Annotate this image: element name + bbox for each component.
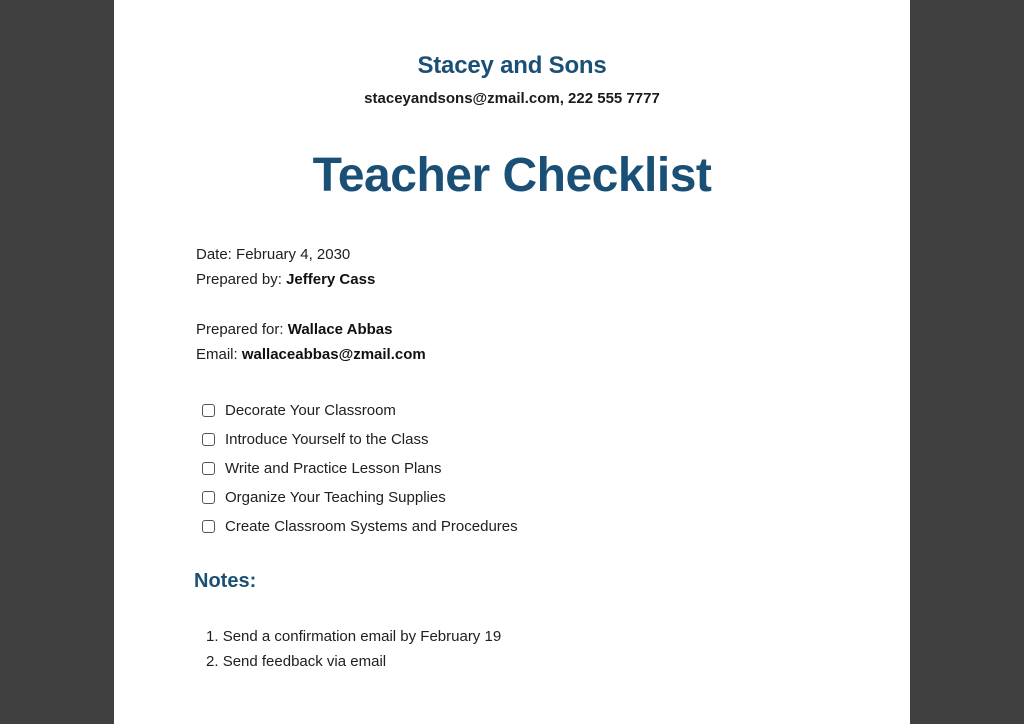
notes-item-number: 2. xyxy=(206,653,219,670)
notes-item-text: Send feedback via email xyxy=(222,653,387,670)
checklist-item-label: Organize Your Teaching Supplies xyxy=(225,489,446,506)
notes-list xyxy=(206,624,501,674)
notes-heading: Notes: xyxy=(194,570,257,592)
checklist-item-label: Decorate Your Classroom xyxy=(225,402,396,419)
checklist-item-label: Write and Practice Lesson Plans xyxy=(225,460,442,477)
notes-item xyxy=(206,649,501,674)
checklist-item[interactable] xyxy=(202,483,518,512)
checklist-item[interactable] xyxy=(202,396,518,425)
checkbox[interactable] xyxy=(202,491,215,504)
document-page xyxy=(114,0,910,724)
checkbox[interactable] xyxy=(202,462,215,475)
checklist-item[interactable] xyxy=(202,454,518,483)
notes-item-number: 1. xyxy=(206,628,219,645)
meta-prepared-for xyxy=(196,317,392,342)
checklist-item[interactable] xyxy=(202,512,518,541)
meta-prepared-for-label: Prepared for: xyxy=(196,321,284,338)
document-title: Teacher Checklist xyxy=(312,149,712,202)
meta-prepared-by xyxy=(196,267,375,292)
meta-date-value: February 4, 2030 xyxy=(236,246,351,263)
checkbox[interactable] xyxy=(202,433,215,446)
notes-item xyxy=(206,624,501,649)
checkbox[interactable] xyxy=(202,520,215,533)
meta-date-label: Date: xyxy=(196,246,232,263)
meta-date xyxy=(196,242,350,267)
notes-item-text: Send a confirmation email by February 19 xyxy=(222,628,502,645)
meta-email-value: wallaceabbas@zmail.com xyxy=(241,346,426,363)
checklist-item-label: Create Classroom Systems and Procedures xyxy=(225,518,518,535)
checkbox[interactable] xyxy=(202,404,215,417)
meta-prepared-for-value: Wallace Abbas xyxy=(287,321,393,338)
meta-prepared-by-value: Jeffery Cass xyxy=(286,271,376,288)
checklist-item[interactable] xyxy=(202,425,518,454)
meta-prepared-by-label: Prepared by: xyxy=(196,271,282,288)
company-name: Stacey and Sons xyxy=(417,52,607,79)
checklist xyxy=(202,396,518,541)
meta-email xyxy=(196,342,426,367)
company-contact: staceyandsons@zmail.com, 222 555 7777 xyxy=(364,90,660,107)
meta-email-label: Email: xyxy=(196,346,238,363)
checklist-item-label: Introduce Yourself to the Class xyxy=(225,431,429,448)
